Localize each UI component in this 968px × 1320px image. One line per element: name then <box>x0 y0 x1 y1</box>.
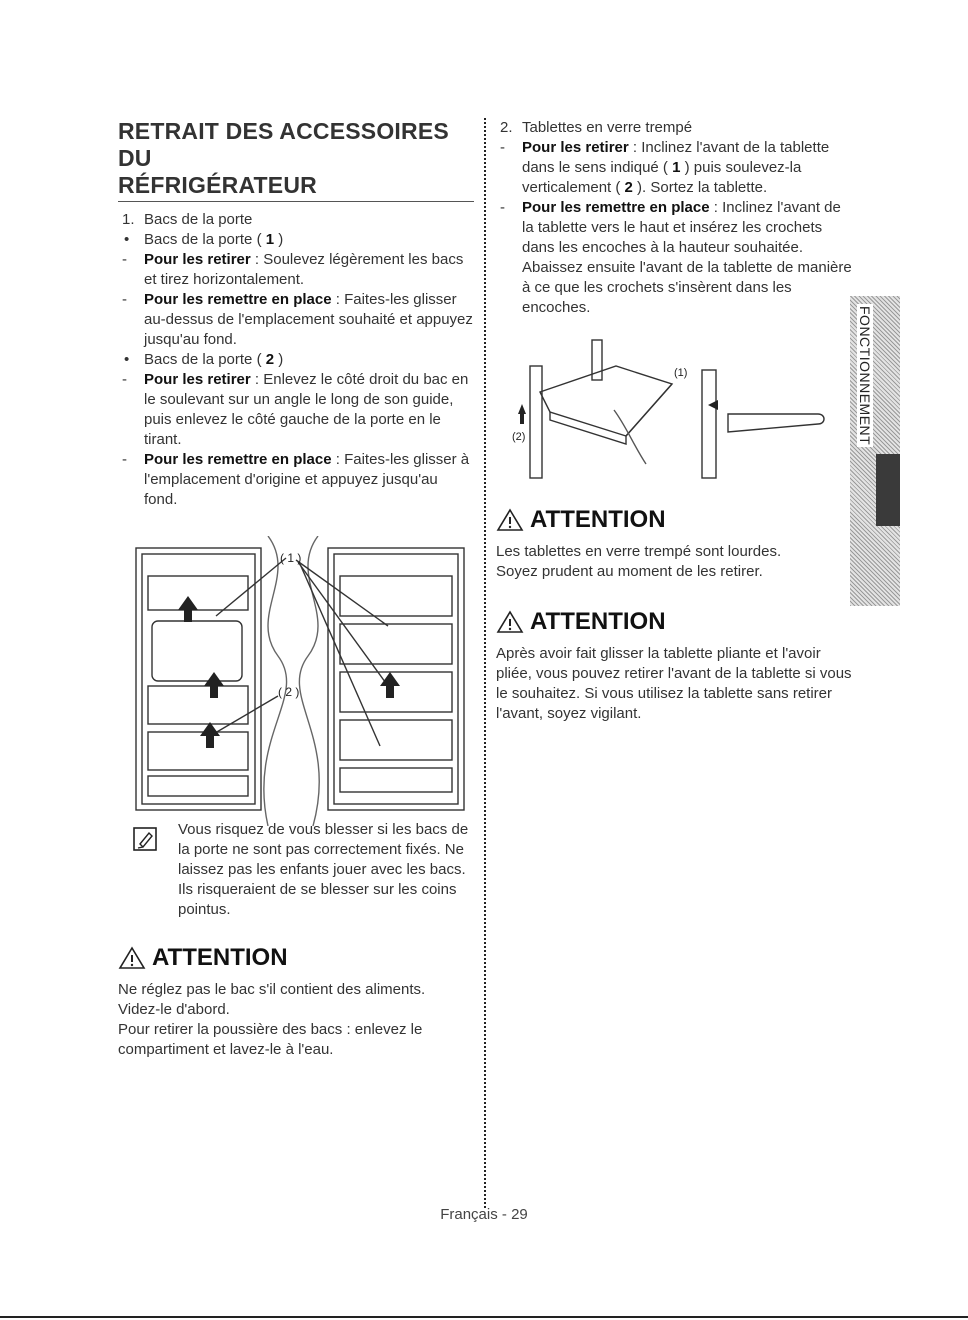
attention-body: Les tablettes en verre trempé sont lourdes. Soyez prudent au moment de les retirer. <box>496 543 782 580</box>
attention-title: ATTENTION <box>530 506 666 533</box>
attention-heading <box>496 506 852 534</box>
attention-block-right-1 <box>496 506 852 582</box>
warning-triangle-icon <box>496 610 524 634</box>
warning-triangle-icon <box>496 508 524 532</box>
figure-label-1: ( 1 ) <box>280 551 302 565</box>
attention-body: Après avoir fait glisser la tablette pliante et l'avoir pliée, vous pouvez retirer l'avant de la tablette si vous le souhaitez. Si vous utilisez la tablette sans retirer l'avant, soyez vigilant. <box>496 645 852 722</box>
attention-title: ATTENTION <box>530 608 666 635</box>
shelf-illustration <box>496 336 852 486</box>
shelf-label-1: (1) <box>674 367 688 379</box>
side-tab-label: FONCTIONNEMENT <box>857 306 873 446</box>
shelf-label-2: (2) <box>512 431 526 443</box>
attention-body: Ne réglez pas le bac s'il contient des aliments. Videz-le d'abord. Pour retirer la poussière des bacs : enlevez le compartiment et lavez-le à l'eau. <box>118 981 426 1058</box>
bottom-rule <box>0 1316 968 1318</box>
door-bins-list <box>118 210 474 510</box>
attention-heading <box>118 944 448 972</box>
door-bins-illustration <box>118 536 474 826</box>
list-item: - Pour les retirer : Soulevez légèrement les bacs et tirez horizontalement. <box>122 251 464 288</box>
list-item: - Pour les retirer : Enlevez le côté droit du bac en le soulevant sur un angle le long de son guide, puis enlevez le côté gauche de la porte en le tirant. <box>122 371 469 448</box>
shelves-list <box>496 118 852 318</box>
column-divider <box>484 118 486 1208</box>
list-item: - Pour les remettre en place : Faites-les glisser au-dessus de l'emplacement souhaité et appuyez jusqu'au fond. <box>122 291 473 348</box>
list-item: 2. Tablettes en verre trempé <box>500 119 693 136</box>
title-line-2: RÉFRIGÉRATEUR <box>118 172 317 198</box>
list-item: - Pour les remettre en place : Faites-les glisser à l'emplacement d'origine et appuyez jusqu'au fond. <box>122 451 470 508</box>
list-item: • Bacs de la porte ( 1 ) <box>124 231 284 248</box>
attention-block-left <box>118 944 448 1060</box>
attention-title: ATTENTION <box>152 944 288 971</box>
attention-block-right-2 <box>496 608 852 724</box>
list-item: - Pour les remettre en place : Inclinez l'avant de la tablette vers le haut et insérez les crochets dans les encoches à la hauteur souhaitée. Abaissez ensuite l'avant de la tablette de manière à ce que les crochets s'insèrent dans les encoches. <box>500 199 852 316</box>
warning-triangle-icon <box>118 946 146 970</box>
side-tab-marker <box>876 454 900 526</box>
list-item: - Pour les retirer : Inclinez l'avant de la tablette dans le sens indiqué ( 1 ) puis soulevez-la verticalement ( 2 ). Sortez la tablette. <box>500 139 830 196</box>
page-footer: Français - 29 <box>440 1206 528 1223</box>
note-block <box>118 820 478 935</box>
title-line-1: RETRAIT DES ACCESSOIRES DU <box>118 118 449 171</box>
list-item: • Bacs de la porte ( 2 ) <box>124 351 284 368</box>
note-pencil-icon <box>132 826 158 852</box>
right-column <box>496 118 852 724</box>
list-item: 1. Bacs de la porte <box>122 211 253 228</box>
attention-heading <box>496 608 852 636</box>
section-title <box>118 118 474 202</box>
figure-label-2: ( 2 ) <box>278 685 300 699</box>
note-text: Vous risquez de vous blesser si les bacs de la porte ne sont pas correctement fixés. Ne laissez pas les enfants jouer avec les bacs. Ils risqueraient de se blesser sur les coins pointus. <box>178 821 469 918</box>
left-column <box>118 118 474 826</box>
